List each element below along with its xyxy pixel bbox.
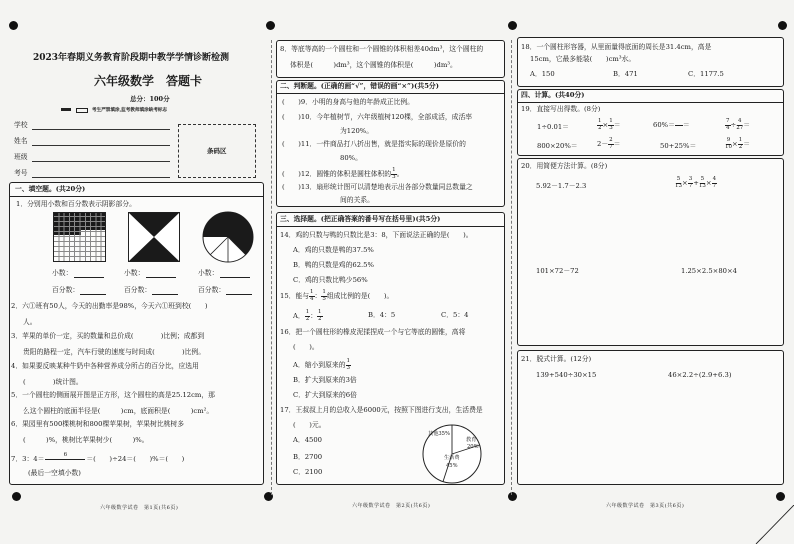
answer-line[interactable] xyxy=(152,294,178,295)
op: ＝ xyxy=(743,139,750,148)
q18-text: 18．一个圆柱形容器，从里面量得底面的周长是31.4cm，高是 xyxy=(521,43,712,51)
answer-line[interactable] xyxy=(74,277,104,278)
fraction: $\frac{5}{13}$ xyxy=(698,176,706,189)
q20-text: 20．用简便方法计算。(8分) xyxy=(521,162,608,170)
q12-prefix: ( )12．圆锥的体积是圆柱体积的 xyxy=(282,169,392,178)
calc-item: 800×20%＝ xyxy=(537,142,578,150)
fraction: $\frac{4}{27}$ xyxy=(736,118,744,131)
option-label: A．缩小到原来的 xyxy=(293,360,346,369)
op: ＝ xyxy=(682,120,690,129)
registration-mark xyxy=(508,492,517,501)
q12-text[interactable] xyxy=(282,168,403,181)
section-rule xyxy=(517,102,784,103)
q1-percent-label: 百分数： xyxy=(124,286,152,294)
q16-option-c[interactable]: C．扩大到原来的6倍 xyxy=(293,391,357,399)
registration-mark xyxy=(778,21,787,30)
q15-prefix: 15．能与 xyxy=(280,291,310,300)
pie-label-education: 教育 xyxy=(466,437,477,443)
field-school-label: 学校 xyxy=(14,121,28,129)
q12-suffix: 。 xyxy=(396,169,404,178)
pie-label-other: 其他35% xyxy=(428,431,450,437)
total-score: 总分：100分 xyxy=(130,95,170,103)
q15-suffix: 组成比例的是( )。 xyxy=(326,291,394,300)
q20-expression-1: 5.92－1.7－2.3 xyxy=(536,182,587,190)
q21-expression-2: 46×2.2÷(2.9+6.3) xyxy=(668,371,732,379)
section-heading: 三、选择题。(把正确答案的番号写在括号里)(共5分) xyxy=(280,215,441,223)
op: × xyxy=(705,178,712,187)
q14-option-b[interactable]: B．鸭的只数是鸡的62.5% xyxy=(293,261,374,269)
fraction: $\frac{1}{2}$ xyxy=(318,309,322,322)
field-id-line[interactable] xyxy=(32,177,170,178)
field-name-line[interactable] xyxy=(32,145,170,146)
section-rule xyxy=(276,93,505,94)
q1-decimal-label: 小数： xyxy=(52,269,73,277)
op: ＝ xyxy=(613,120,621,129)
notice-bar xyxy=(61,108,71,111)
calc-item: 1÷0.01＝ xyxy=(537,123,569,131)
q1-text: 1．分别用小数和百分数表示阴影部分。 xyxy=(16,200,136,208)
q18-option-a[interactable]: A．150 xyxy=(530,70,555,78)
q17-text: ( )元。 xyxy=(293,421,326,429)
q13-text[interactable]: ( )13．扇形统计图可以清楚地表示出各部分数量同总数量之 xyxy=(282,183,473,191)
q19-text: 19．直接写出得数。(8分) xyxy=(521,105,601,113)
q14-option-a[interactable]: A．鸡的只数是鸭的37.5% xyxy=(293,246,374,254)
field-school-line[interactable] xyxy=(32,129,170,130)
op: + xyxy=(693,178,699,187)
op: ÷ xyxy=(730,120,737,129)
op: × xyxy=(682,178,688,187)
barcode-label: 条码区 xyxy=(207,147,227,155)
calc-item xyxy=(725,119,750,132)
q10-text[interactable]: ( )10．今年植树节，六年级植树120棵，全部成活，成活率 xyxy=(282,113,473,121)
q8-text: 体积是( )dm³，这个圆锥的体积是( )dm³。 xyxy=(290,61,457,69)
q16-text: 16．把一个圆柱形的橡皮泥揉捏成一个与它等底的圆锥，高将 xyxy=(280,328,466,336)
q15-option-b[interactable]: B．4：5 xyxy=(368,311,396,319)
square-triangles-figure xyxy=(128,212,180,262)
ratio-colon: ： xyxy=(314,291,322,300)
fraction: $\frac{1}{3}$ xyxy=(609,118,613,131)
q16-text: ( )。 xyxy=(293,343,319,351)
page-footer: 六年级数学试卷 第2页(共6页) xyxy=(352,503,431,509)
field-class-label: 班级 xyxy=(14,153,28,161)
q7-suffix: ＝( )÷24＝( )%＝( ) xyxy=(86,454,185,463)
registration-mark xyxy=(508,21,517,30)
section-heading: 二、判断题。(正确的画“√”，错误的画“×”)(共5分) xyxy=(280,82,439,90)
registration-mark xyxy=(9,21,18,30)
section-rule xyxy=(9,196,264,197)
fraction: $\frac{1}{2}$ xyxy=(738,137,743,150)
calc-item xyxy=(597,138,620,151)
fraction-blank[interactable] xyxy=(675,119,683,132)
q2-text: 2．六①班有50人，今天的出勤率是98%，今天六①班到校( ) xyxy=(11,302,208,310)
answer-line[interactable] xyxy=(146,277,176,278)
q15-text xyxy=(280,290,393,303)
op: 2－ xyxy=(597,139,609,148)
registration-mark xyxy=(12,492,21,501)
field-name-label: 姓名 xyxy=(14,137,28,145)
fraction: $\frac{1}{4}$ xyxy=(310,289,314,302)
column-divider xyxy=(511,40,512,495)
op: ＝ xyxy=(613,139,621,148)
q7-fraction: 6 xyxy=(45,453,85,466)
op: 60%＝ xyxy=(653,120,675,129)
q14-option-c[interactable]: C．鸡的只数比鸭少56% xyxy=(293,276,368,284)
ratio-colon: ： xyxy=(310,311,318,320)
q18-option-b[interactable]: B．471 xyxy=(613,70,638,78)
q8-text: 8．等底等高的一个圆柱和一个圆锥的体积相差40dm³，这个圆柱的 xyxy=(280,45,484,53)
pie-label-living-pct: 45% xyxy=(446,463,458,469)
paper-fold-line xyxy=(750,505,794,544)
q15-option-a[interactable] xyxy=(293,310,323,323)
fraction: $\frac{1}{5}$ xyxy=(322,289,326,302)
q18-text: 15cm，它最多能装( )cm³水。 xyxy=(530,55,636,63)
q18-option-c[interactable]: C．1177.5 xyxy=(688,70,724,78)
grid-figure xyxy=(53,212,106,262)
fraction: $\frac{1}{2}$ xyxy=(598,118,602,131)
q4-text: ( )统计图。 xyxy=(23,378,83,386)
answer-sheet-subtitle: 六年级数学 答题卡 xyxy=(94,74,203,88)
fraction: $\frac{9}{10}$ xyxy=(725,137,732,150)
pie-label-education-pct: 20% xyxy=(467,444,479,450)
answer-line[interactable] xyxy=(80,294,106,295)
q3-text: 贵阳的路程一定，汽车行驶的速度与时间成( )比例。 xyxy=(23,348,206,356)
q5-text: 么这个圆柱的底面半径是( )cm，底面积是( )cm²。 xyxy=(23,407,214,415)
q7-note: (最后一空填小数) xyxy=(28,469,81,477)
fraction: $\frac{3}{7}$ xyxy=(688,176,693,189)
q21-text: 21．脱式计算。(12分) xyxy=(521,355,592,363)
q17-option-a[interactable]: A．4500 xyxy=(293,436,323,444)
q20-expression-3: 101×72－72 xyxy=(536,267,579,275)
q2-text: 人。 xyxy=(23,318,37,326)
answer-line[interactable] xyxy=(220,277,250,278)
fraction: $\frac{7}{4}$ xyxy=(726,118,730,131)
fraction: $\frac{2}{7}$ xyxy=(609,137,613,150)
q14-text: 14．鸡的只数与鸭的只数比是3：8，下面说法正确的是( )。 xyxy=(280,231,473,239)
calc-item xyxy=(725,138,750,151)
section-heading: 四、计算。(共40分) xyxy=(521,91,585,99)
registration-mark xyxy=(776,492,785,501)
field-id-label: 考号 xyxy=(14,169,28,177)
fraction: $\frac{5}{13}$ xyxy=(675,176,682,189)
q20-expression-2 xyxy=(675,177,717,190)
fraction: $\frac{1}{2}$ xyxy=(305,309,310,322)
op: × xyxy=(732,139,738,148)
page-footer: 六年级数学试卷 第3页(共6页) xyxy=(606,503,685,509)
page-footer: 六年级数学试卷 第1页(共6页) xyxy=(100,505,179,511)
calc-item: 50+25%＝ xyxy=(660,142,697,150)
q1-decimal-label: 小数： xyxy=(124,269,145,277)
q6-text: ( )%，桃树比苹果树少( )%。 xyxy=(23,436,149,444)
q5-text: 5．一个圆柱的侧面展开图是正方形，这个圆柱的高是25.12cm，那 xyxy=(11,391,215,399)
q1-percent-label: 百分数： xyxy=(52,286,80,294)
option-label: A． xyxy=(293,311,305,320)
q16-option-a[interactable] xyxy=(293,359,351,372)
q3-text: 3．苹果的单价一定，买的数量和总价成( )比例；成都到 xyxy=(11,332,205,340)
q11-text[interactable]: ( )11．一件商品打八折出售，就是指实际的现价是原价的 xyxy=(282,140,466,148)
q1-percent-label: 百分数： xyxy=(198,286,226,294)
op: ＝ xyxy=(743,120,750,129)
page-title: 2023年春期义务教育阶段期中教学学情诊断检测 xyxy=(33,53,230,63)
q17-text: 17．王叔叔上月的总收入是6000元，按照下图进行支出，生活费是 xyxy=(280,406,483,414)
q21-expression-1: 139+540÷30×15 xyxy=(536,371,597,379)
circle-sector-figure xyxy=(202,211,254,263)
section-rule xyxy=(276,226,505,227)
field-class-line[interactable] xyxy=(32,161,170,162)
q12-fraction: $\frac{1}{3}$ xyxy=(392,167,396,180)
calc-item xyxy=(597,119,621,132)
section-heading: 一、填空题。(共20分) xyxy=(15,185,86,193)
q6-text: 6．果园里有500棵桃树和800棵苹果树，苹果树比桃树多 xyxy=(11,420,185,428)
q15-option-c[interactable]: C．5：4 xyxy=(441,311,469,319)
absent-mark-box[interactable] xyxy=(76,108,88,113)
op: × xyxy=(602,120,609,129)
q9-text[interactable]: ( )9．小明的身高与他的年龄成正比例。 xyxy=(282,98,414,106)
column-divider xyxy=(271,40,272,495)
fraction: $\frac{4}{7}$ xyxy=(712,176,717,189)
calc-item xyxy=(653,119,690,132)
notice-text: 考生严禁填涂,监考教师填涂缺考标志 xyxy=(92,108,168,113)
answer-line[interactable] xyxy=(226,294,252,295)
registration-mark xyxy=(266,21,275,30)
q16-option-b[interactable]: B．扩大到原来的3倍 xyxy=(293,376,357,384)
q4-text: 4．如果要反映某种牛奶中各种营养成分所占的百分比，应选用 xyxy=(11,362,199,370)
q10-text: 为120%。 xyxy=(340,127,374,135)
q7-text xyxy=(11,453,184,466)
q13-text: 间的关系。 xyxy=(340,196,374,204)
q1-decimal-label: 小数： xyxy=(198,269,219,277)
fraction: $\frac{1}{3}$ xyxy=(346,358,350,371)
q17-option-c[interactable]: C．2100 xyxy=(293,468,323,476)
q17-option-b[interactable]: B．2700 xyxy=(293,453,323,461)
q7-prefix: 7．3：4＝ xyxy=(11,454,45,463)
q20-expression-4: 1.25×2.5×80×4 xyxy=(681,267,738,275)
pie-label-living: 生活费 xyxy=(444,455,460,461)
q11-text: 80%。 xyxy=(340,154,362,162)
